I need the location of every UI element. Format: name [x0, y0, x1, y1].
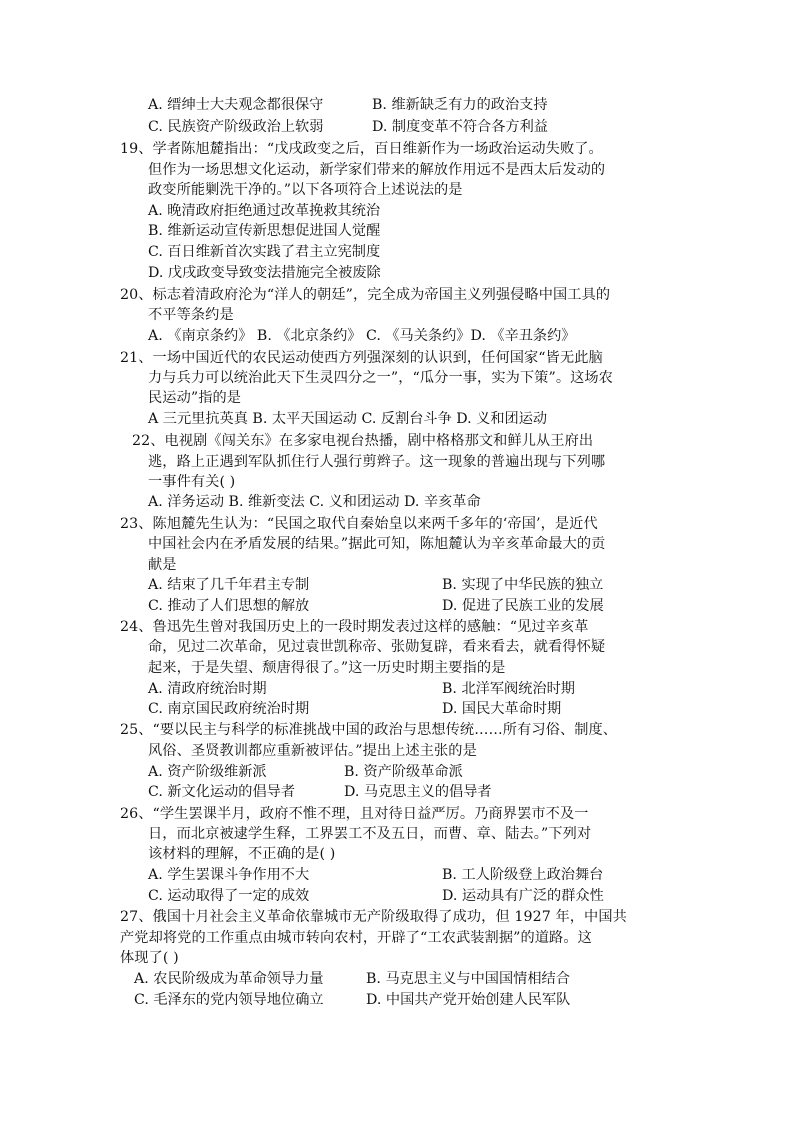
q24-stem-line-3: 起来，于是失望、颓唐得很了。”这一历史时期主要指的是 [148, 660, 506, 676]
q23-stem-line-1: 23、陈旭麓先生认为：“民国之取代自秦始皇以来两千多年的‘帝国’，是近代 [120, 516, 598, 532]
prev-option-d: D. 制度变革不符合各方利益 [372, 119, 548, 135]
q22-stem-line-3: 一事件有关( ) [148, 474, 236, 490]
q26-stem-line-1: 26、“学生罢课半月，政府不惟不理，且对待日益严厉。乃商界罢市不及一 [120, 806, 589, 822]
q24-option-c: C. 南京国民政府统治时期 [148, 701, 310, 717]
q19-stem-line-1: 19、学者陈旭麓指出：“戊戌政变之后，百日维新作为一场政治运动失败了。 [120, 141, 603, 157]
q23-option-c: C. 推动了人们思想的解放 [148, 598, 310, 614]
q23-option-b: B. 实现了中华民族的独立 [442, 577, 604, 593]
q23-option-d: D. 促进了民族工业的发展 [442, 598, 604, 614]
q19-option-a: A. 晚清政府拒绝通过改革挽救其统治 [148, 203, 381, 219]
q25-option-d: D. 马克思主义的倡导者 [344, 784, 492, 800]
q26-option-b: B. 工人阶级登上政治舞台 [442, 867, 604, 883]
q25-stem-line-2: 风俗、圣贤教训都应重新被评估。”提出上述主张的是 [148, 743, 477, 759]
q19-stem-line-2: 但作为一场思想文化运动，新学家们带来的解放作用远不是西太后发动的 [148, 162, 606, 178]
q26-option-c: C. 运动取得了一定的成效 [148, 888, 310, 904]
q26-option-a: A. 学生罢课斗争作用不大 [148, 867, 310, 883]
q27-option-c: C. 毛泽东的党内领导地位确立 [134, 992, 324, 1008]
q24-stem-line-2: 命，见过二次革命，见过袁世凯称帝、张勋复辟，看来看去，就看得怀疑 [148, 639, 606, 655]
q19-option-c: C. 百日维新首次实践了君主立宪制度 [148, 244, 381, 260]
q20-options: A. 《南京条约》 B. 《北京条约》 C. 《马关条约》D. 《辛丑条约》 [148, 328, 576, 344]
q27-option-d: D. 中国共产党开始创建人民军队 [366, 992, 571, 1008]
q24-option-d: D. 国民大革命时期 [442, 701, 562, 717]
q22-options: A. 洋务运动 B. 维新变法 C. 义和团运动 D. 辛亥革命 [148, 494, 481, 510]
q26-option-d: D. 运动具有广泛的群众性 [442, 888, 604, 904]
q27-stem-line-2: 产党却将党的工作重点由城市转向农村，开辟了“工农武装割据”的道路。这 [120, 930, 592, 946]
q21-stem-line-1: 21、一场中国近代的农民运动使西方列强深刻的认识到，任何国家“皆无此脑 [120, 350, 603, 366]
q21-stem-line-3: 民运动”指的是 [148, 390, 242, 406]
q27-option-a: A. 农民阶级成为革命领导力量 [134, 971, 324, 987]
q25-option-b: B. 资产阶级革命派 [344, 764, 463, 780]
prev-option-c: C. 民族资产阶级政治上软弱 [148, 119, 324, 135]
q23-option-a: A. 结束了几千年君主专制 [148, 577, 310, 593]
prev-option-a: A. 缙绅士大夫观念都很保守 [148, 97, 324, 113]
q23-stem-line-2: 中国社会内在矛盾发展的结果。”据此可知，陈旭麓认为辛亥革命最大的贡 [148, 536, 606, 552]
q24-stem-line-1: 24、鲁迅先生曾对我国历史上的一段时期发表过这样的感触：“见过辛亥革 [120, 619, 589, 635]
q26-stem-line-3: 该材料的理解，不正确的是( ) [148, 846, 336, 862]
q26-stem-line-2: 日，而北京被逮学生释，工界罢工不及五日，而曹、章、陆去。”下列对 [148, 826, 592, 842]
q19-option-b: B. 维新运动宣传新思想促进国人觉醒 [148, 223, 381, 239]
prev-option-b: B. 维新缺乏有力的政治支持 [372, 97, 548, 113]
q25-option-c: C. 新文化运动的倡导者 [148, 784, 296, 800]
q21-options: A 三元里抗英真 B. 太平天国运动 C. 反割台斗争 D. 义和团运动 [148, 411, 548, 427]
q24-option-b: B. 北洋军阀统治时期 [442, 681, 575, 697]
q23-stem-line-3: 献是 [148, 557, 177, 573]
q19-stem-line-3: 政变所能剿洗干净的。”以下各项符合上述说法的是 [148, 182, 463, 198]
q21-stem-line-2: 力与兵力可以统治此天下生灵四分之一”，“瓜分一事，实为下策”。这场农 [148, 370, 613, 386]
q24-option-a: A. 清政府统治时期 [148, 681, 267, 697]
q19-option-d: D. 戊戌政变导致变法措施完全被废除 [148, 265, 381, 281]
q25-stem-line-1: 25、“要以民主与科学的标准挑战中国的政治与思想传统……所有习俗、制度、 [120, 722, 618, 738]
q20-stem-line-1: 20、标志着清政府沦为“洋人的朝廷”，完全成为帝国主义列强侵略中国工具的 [120, 287, 611, 303]
q27-stem-line-3: 体现了( ) [120, 950, 179, 966]
q20-stem-line-2: 不平等条约是 [148, 307, 234, 323]
q27-option-b: B. 马克思主义与中国国情相结合 [366, 971, 570, 987]
q25-option-a: A. 资产阶级维新派 [148, 764, 267, 780]
q22-stem-line-2: 逃，路上正遇到军队抓住行人强行剪辫子。这一现象的普遍出现与下列哪 [148, 454, 606, 470]
q27-stem-line-1: 27、俄国十月社会主义革命依靠城市无产阶级取得了成功，但 1927 年，中国共 [120, 909, 627, 925]
q22-stem-line-1: 22、电视剧《闯关东》在多家电视台热播，剧中格格那文和鲜儿从王府出 [132, 433, 594, 449]
